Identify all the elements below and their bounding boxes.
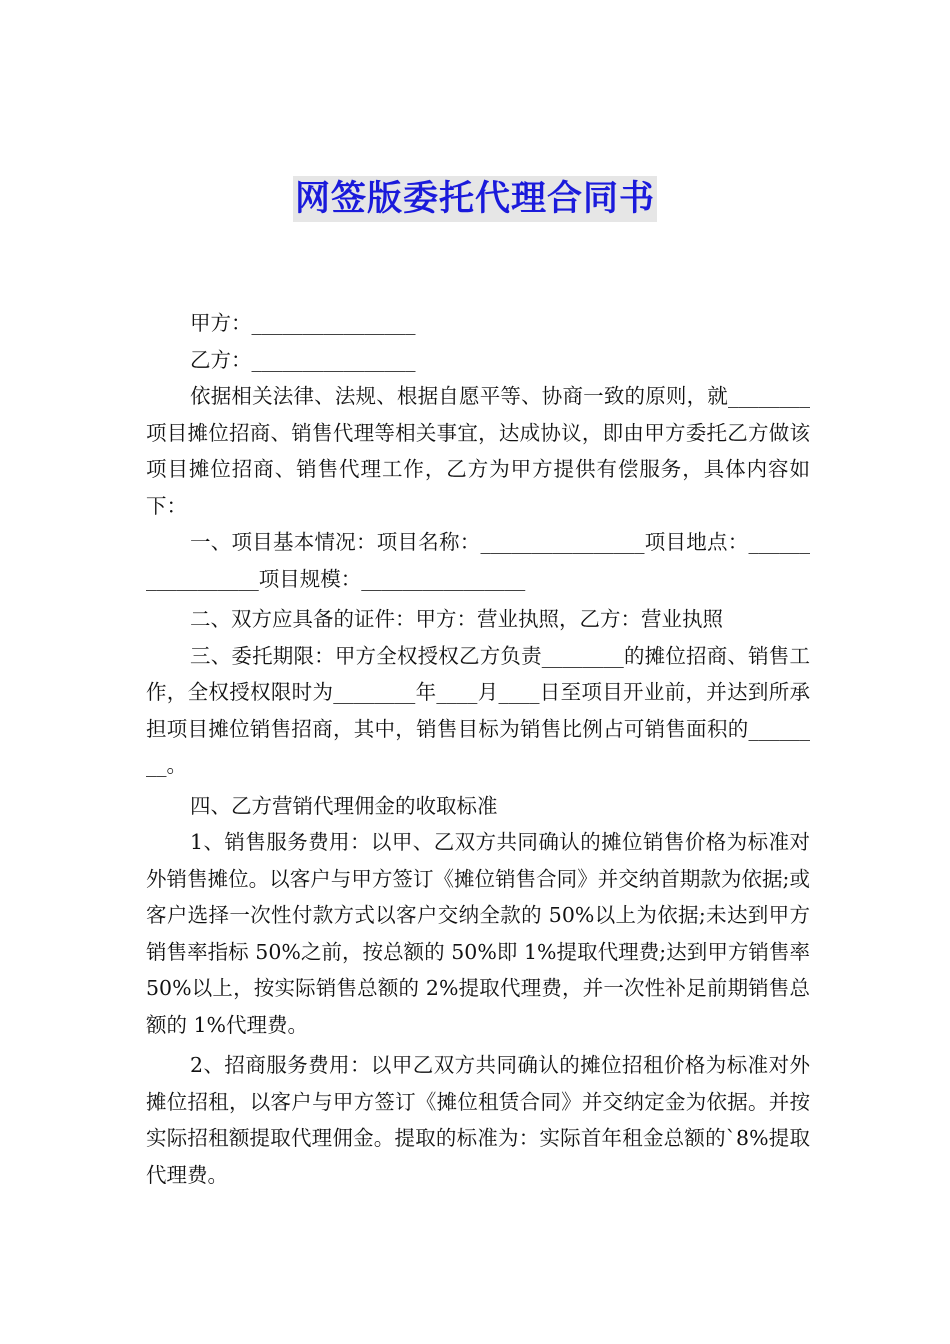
section-1-project-info: 一、项目基本情况：项目名称：________________项目地点：_________________项目规模：________________ xyxy=(146,530,810,591)
party-b-line: 乙方：________________ xyxy=(190,347,416,372)
title-container xyxy=(0,176,950,222)
clause-1-sales-fee: 1、销售服务费用：以甲、乙双方共同确认的摊位销售价格为标准对外销售摊位。以客户与甲方签订《摊位销售合同》并交纳首期款为依据;或客户选择一次性付款方式以客户交纳全款的 50%以上为依据;未达到甲方销售率指标 50%之前，按总额的 50%即 1%提取代理费;达到甲方销售率 50%以上，按实际销售总额的 2%提取代理费，并一次性补足前期销售总额的 1%代理费。 xyxy=(146,830,817,1037)
section-3-term: 三、委托期限：甲方全权授权乙方负责________的摊位招商、销售工作，全权授权限时为________年____月____日至项目开业前，并达到所承担项目摊位销售招商，其中，销售目标为销售比例占可销售面积的________。 xyxy=(146,643,810,777)
section-2-certificates: 二、双方应具备的证件：甲方：营业执照，乙方：营业执照 xyxy=(190,607,723,631)
party-a-line: 甲方：________________ xyxy=(190,311,416,335)
clause-2-leasing-fee: 2、招商服务费用：以甲乙双方共同确认的摊位招租价格为标准对外摊位招租，以客户与甲方签订《摊位租赁合同》并交纳定金为依据。并按实际招租额提取代理佣金。提取的标准为：实际首年租金总额的`8%提取代理费。 xyxy=(146,1053,810,1187)
preamble-paragraph: 依据相关法律、法规、根据自愿平等、协商一致的原则，就________项目摊位招商、销售代理等相关事宜，达成协议，即由甲方委托乙方做该项目摊位招商、销售代理工作，乙方为甲方提供有偿服务，具体内容如下： xyxy=(146,384,810,518)
document-title: 网签版委托代理合同书 xyxy=(293,176,657,222)
document-body xyxy=(146,305,817,1193)
section-4-heading: 四、乙方营销代理佣金的收取标准 xyxy=(190,793,498,818)
